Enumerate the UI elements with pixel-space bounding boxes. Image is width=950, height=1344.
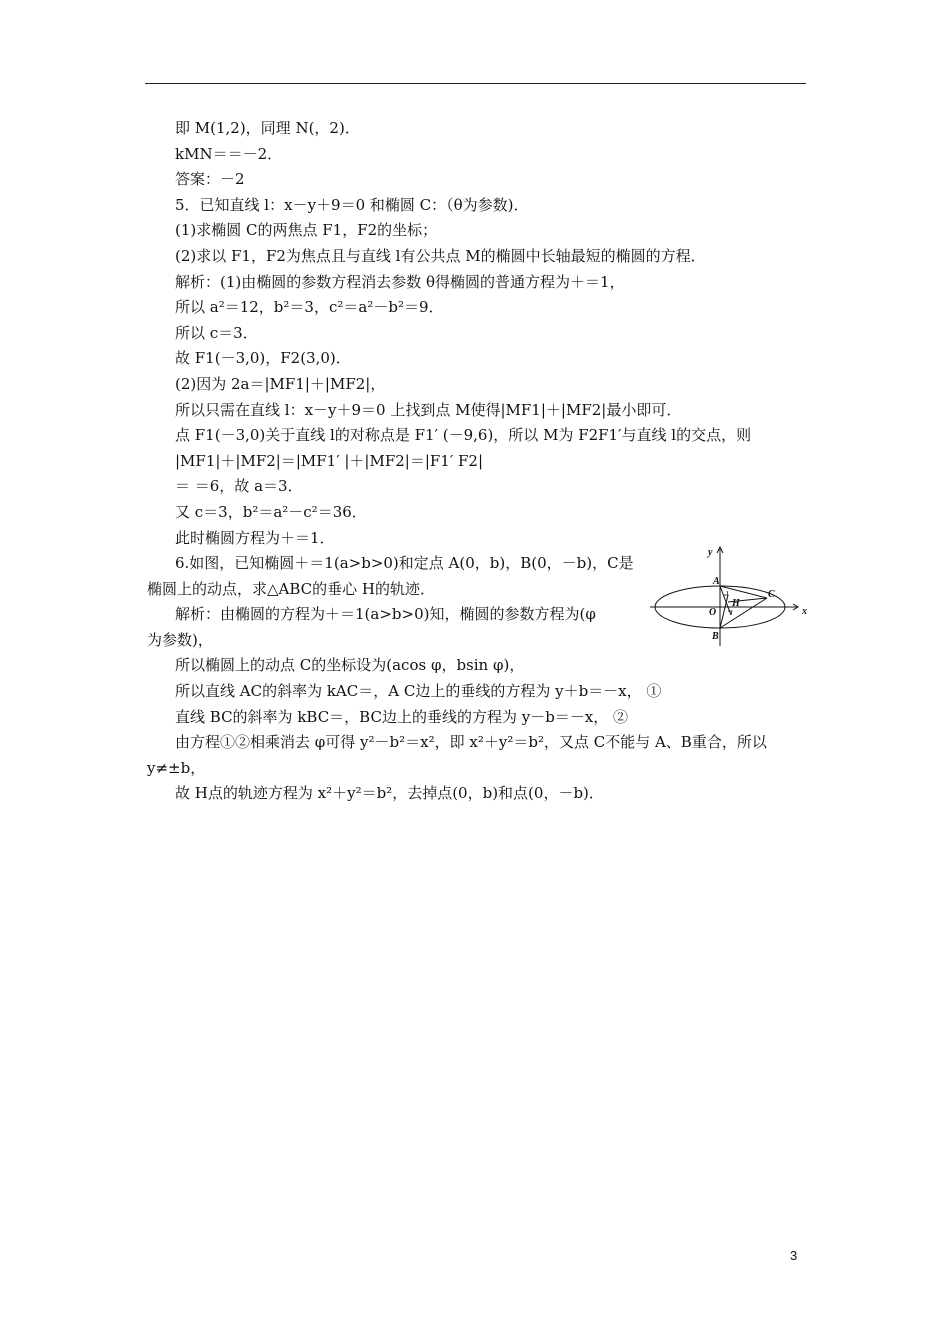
page-number: 3 [790,1248,798,1263]
solution-line: 所以 a²＝12，b²＝3，c²＝a²－b²＝9． [175,298,444,317]
solution-line: 此时椭圆方程为＋＝1． [175,528,335,547]
label-x: x [802,606,807,617]
right-angle-mark [724,591,728,595]
solution-line: y≠±b， [147,758,206,777]
text-line: kMN＝＝－2． [175,144,283,163]
solution-line: |MF1|＋|MF2|＝|MF1′ |＋|MF2|＝|F1′ F2| [175,451,484,470]
solution-line: 故 H点的轨迹方程为 x²＋y²＝b²，去掉点(0，b)和点(0，－b)． [175,784,604,803]
solution-line: 又 c＝3，b²＝a²－c²＝36． [175,502,367,521]
solution-line: 点 F1(－3,0)关于直线 l的对称点是 F1′ (－9,6)，所以 M为 F2F1′与直线 l的交点，则 [175,426,752,445]
document-body [147,116,807,807]
solution-line: 所以 c＝3． [175,323,258,342]
problem-5-statement: 5．已知直线 l：x－y＋9＝0 和椭圆 C：（θ为参数)． [175,195,529,214]
problem-6-statement-cont: 椭圆上的动点，求△ABC的垂心 H的轨迹． [147,579,435,598]
text-line: 答案：－2 [175,170,245,189]
solution-line: 故 F1(－3,0)，F2(3,0)． [175,349,351,368]
solution-line: 所以椭圆上的动点 C的坐标设为(acos φ，bsin φ)， [175,656,525,675]
solution-line: 解析：由椭圆的方程为＋＝1(a>b>0)知，椭圆的参数方程为(φ [175,605,596,624]
ellipse-figure [650,543,810,648]
label-a: A [713,576,720,587]
problem-6-statement: 6.如图，已知椭圆＋＝1(a>b>0)和定点 A(0，b)，B(0，－b)，C是 [175,554,634,573]
text-line: (1)求椭圆 C的两焦点 F1，F2的坐标； [175,221,438,240]
solution-line: (2)因为 2a＝|MF1|＋|MF2|， [175,374,386,393]
label-h: H [732,598,740,609]
solution-line: 所以只需在直线 l：x－y＋9＝0 上找到点 M使得|MF1|＋|MF2|最小即可． [175,400,682,419]
solution-line: 为参数)， [147,630,213,649]
solution-line: ＝ ＝6，故 a＝3． [175,477,303,496]
header-rule [145,83,806,84]
label-y: y [708,547,713,558]
solution-line: 直线 BC的斜率为 kBC＝，BC边上的垂线的方程为 y－b＝－x， ② [175,707,629,726]
solution-line: 所以直线 AC的斜率为 kAC＝，A C边上的垂线的方程为 y＋b＝－x， ① [175,682,662,701]
label-b: B [712,631,719,642]
altitude-from-b [720,595,728,628]
text-line: 即 M(1,2)，同理 N(，2)． [175,119,360,137]
label-c: C [768,589,775,600]
solution-line: 解析：(1)由椭圆的参数方程消去参数 θ得椭圆的普通方程为＋＝1， [175,272,625,291]
label-o: O [709,607,717,618]
solution-line: 由方程①②相乘消去 φ可得 y²－b²＝x²，即 x²＋y²＝b²，又点 C不能与 A、B重合，所以 [175,733,767,752]
text-line: (2)求以 F1，F2为焦点且与直线 l有公共点 M的椭圆中长轴最短的椭圆的方程． [175,246,706,265]
